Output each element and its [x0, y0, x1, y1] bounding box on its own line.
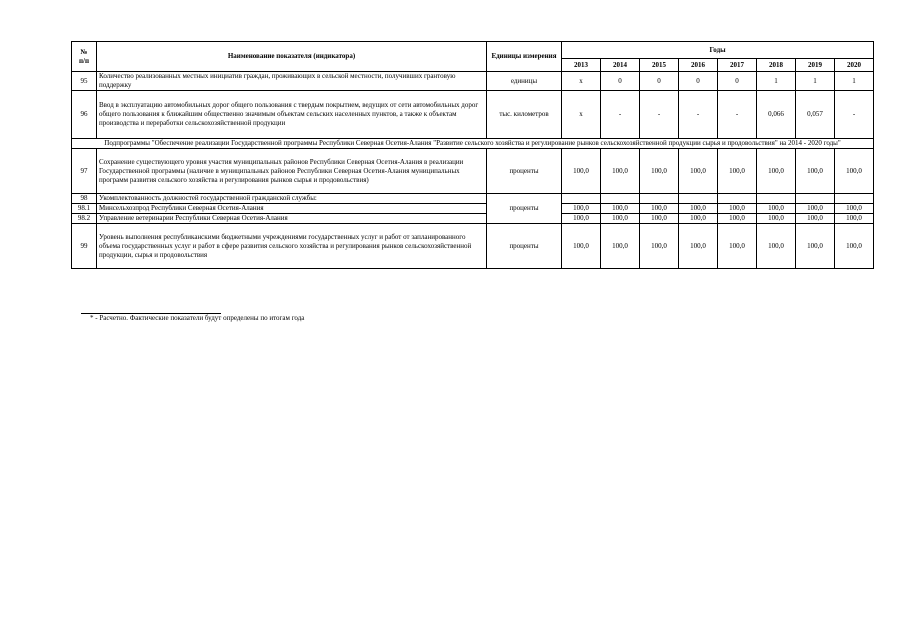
- empty-cell: [796, 194, 835, 204]
- year-cell: 2017: [718, 59, 757, 72]
- row-number: 98.2: [72, 214, 97, 224]
- empty-cell: [640, 194, 679, 204]
- value-cell: 100,0: [835, 224, 874, 269]
- value-cell: 100,0: [796, 204, 835, 214]
- value-cell: 1: [796, 72, 835, 91]
- year-cell: 2020: [835, 59, 874, 72]
- value-cell: 0: [640, 72, 679, 91]
- value-cell: 0: [601, 72, 640, 91]
- value-cell: -: [718, 91, 757, 139]
- header-num: № п/п: [72, 42, 97, 72]
- value-cell: 100,0: [679, 214, 718, 224]
- table-row: [72, 149, 874, 194]
- value-cell: 0: [679, 72, 718, 91]
- header-name: Наименование показателя (индикатора): [97, 42, 487, 72]
- value-cell: 100,0: [718, 224, 757, 269]
- header-unit: Единицы измерения: [487, 42, 562, 72]
- value-cell: 100,0: [796, 149, 835, 194]
- row-number: 95: [72, 72, 97, 91]
- unit-cell: проценты: [487, 149, 562, 194]
- year-cell: 2013: [562, 59, 601, 72]
- indicator-name: Управление ветеринарии Республики Северная Осетия-Алания: [97, 214, 487, 224]
- indicator-name: Укомплектованность должностей государственной гражданской службы:: [97, 194, 487, 204]
- value-cell: x: [562, 72, 601, 91]
- year-cell: 2019: [796, 59, 835, 72]
- value-cell: 100,0: [640, 224, 679, 269]
- value-cell: 100,0: [679, 224, 718, 269]
- subprogram-row: [72, 139, 874, 149]
- value-cell: 100,0: [835, 214, 874, 224]
- empty-cell: [562, 194, 601, 204]
- value-cell: x: [562, 91, 601, 139]
- value-cell: 100,0: [757, 214, 796, 224]
- value-cell: 100,0: [718, 149, 757, 194]
- empty-cell: [757, 194, 796, 204]
- value-cell: 100,0: [601, 204, 640, 214]
- row-number: 98: [72, 194, 97, 204]
- value-cell: 100,0: [640, 149, 679, 194]
- value-cell: 100,0: [679, 204, 718, 214]
- value-cell: 100,0: [757, 224, 796, 269]
- value-cell: 0: [718, 72, 757, 91]
- indicators-table: [71, 41, 874, 269]
- indicator-name: Уровень выполнения республиканскими бюджетными учреждениями государственных услуг и работ от запланированного объема государственных услуг и работ в сфере развития сельского хозяйства и регулирования рынков сельскохозяйственной продукции, сырья и продовольствия: [97, 224, 487, 269]
- indicator-name: Минсельхозпрод Республики Северная Осетия-Алания: [97, 204, 487, 214]
- value-cell: 100,0: [835, 149, 874, 194]
- unit-cell: единицы: [487, 72, 562, 91]
- value-cell: 100,0: [796, 224, 835, 269]
- value-cell: -: [601, 91, 640, 139]
- header-years: Годы: [562, 42, 874, 59]
- year-cell: 2015: [640, 59, 679, 72]
- value-cell: 100,0: [835, 204, 874, 214]
- year-cell: 2016: [679, 59, 718, 72]
- table-row: [72, 72, 874, 91]
- value-cell: 1: [757, 72, 796, 91]
- value-cell: 100,0: [718, 214, 757, 224]
- row-number: 97: [72, 149, 97, 194]
- value-cell: 100,0: [640, 214, 679, 224]
- table-row: [72, 194, 874, 204]
- row-number: 96: [72, 91, 97, 139]
- indicator-name: Сохранение существующего уровня участия муниципальных районов Республики Северная Осетия-Алания в реализации Государственной программы (наличие в муниципальных районов Республики Северная Осетия-Алания муниципальных программ развития сельского хозяйства и регулирования рынков сырья и продовольствия): [97, 149, 487, 194]
- value-cell: 0,057: [796, 91, 835, 139]
- value-cell: 100,0: [757, 204, 796, 214]
- value-cell: 100,0: [679, 149, 718, 194]
- value-cell: 100,0: [601, 149, 640, 194]
- value-cell: 100,0: [562, 214, 601, 224]
- value-cell: 100,0: [796, 214, 835, 224]
- value-cell: 1: [835, 72, 874, 91]
- value-cell: 100,0: [562, 149, 601, 194]
- document-page: [71, 41, 873, 269]
- table-row: [72, 224, 874, 269]
- indicator-name: Количество реализованных местных инициатив граждан, проживающих в сельской местности, получивших грантовую поддержку: [97, 72, 487, 91]
- year-cell: 2018: [757, 59, 796, 72]
- unit-cell: тыс. километров: [487, 91, 562, 139]
- value-cell: -: [835, 91, 874, 139]
- value-cell: -: [679, 91, 718, 139]
- year-cell: 2014: [601, 59, 640, 72]
- value-cell: 100,0: [562, 204, 601, 214]
- value-cell: 100,0: [562, 224, 601, 269]
- value-cell: 100,0: [601, 224, 640, 269]
- header-row: [72, 42, 874, 59]
- table-row: [72, 91, 874, 139]
- row-number: 98.1: [72, 204, 97, 214]
- empty-cell: [601, 194, 640, 204]
- value-cell: 100,0: [640, 204, 679, 214]
- table-row: [72, 214, 874, 224]
- value-cell: 100,0: [718, 204, 757, 214]
- subprogram-title: Подпрограммы "Обеспечение реализации Государственной программы Республики Северная Осетия-Алания "Развитие сельского хозяйства и регулирование рынков сельскохозяйственной продукции сырья и продовольствия" на 2014 - 2020 годы": [72, 139, 874, 149]
- unit-cell: проценты: [487, 194, 562, 224]
- unit-cell: проценты: [487, 224, 562, 269]
- indicator-name: Ввод в эксплуатацию автомобильных дорог общего пользования с твердым покрытием, ведущих от сети автомобильных дорог общего пользования к ближайшим общественно значимым объектам сельских населенных пунктов, а также к объектам производства и переработки сельскохозяйственной продукции: [97, 91, 487, 139]
- value-cell: 100,0: [601, 214, 640, 224]
- empty-cell: [679, 194, 718, 204]
- value-cell: 100,0: [757, 149, 796, 194]
- footnote: * - Расчетно. Фактические показатели будут определены по итогам года: [90, 314, 305, 322]
- empty-cell: [835, 194, 874, 204]
- value-cell: -: [640, 91, 679, 139]
- table-row: [72, 204, 874, 214]
- empty-cell: [718, 194, 757, 204]
- row-number: 99: [72, 224, 97, 269]
- value-cell: 0,066: [757, 91, 796, 139]
